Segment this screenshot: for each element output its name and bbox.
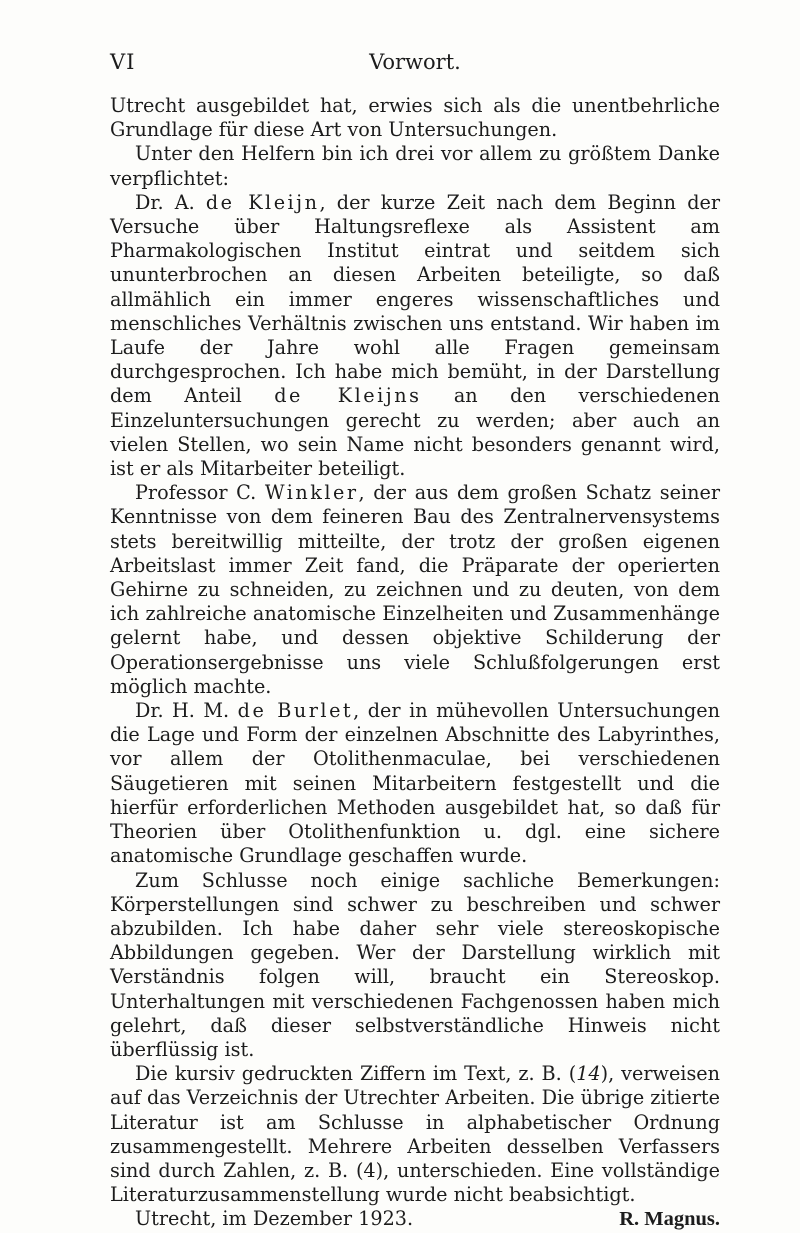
paragraph-4-text-c: , der aus dem großen Schatz seiner Kenntnisse von dem feineren Bau des Zentralnervensystems stets bereitwillig mitteilte, der trotz der großen eigenen Arbeitslast immer Zeit fand, die Präparate der operierten Gehirne zu schneiden, zu zeichnen und zu deuten, von dem ich zahlreiche anatomische Einzelheiten und Zusammenhänge gelernt habe, und dessen objektive Schilderung der Operationsergebnisse uns viele Schlußfolgerungen erst möglich machte. <box>110 481 720 698</box>
paragraph-4 <box>110 481 720 699</box>
place-date: Utrecht, im Dezember 1923. <box>135 1207 414 1231</box>
person-name-de-kleijn: de Kleijn <box>205 190 320 214</box>
italic-reference-number: 14 <box>576 1062 601 1086</box>
paragraph-5 <box>110 699 720 868</box>
page-number: VI <box>110 50 136 74</box>
person-name-winkler: Winkler <box>264 481 359 505</box>
person-name-de-kleijns: de Kleijns <box>274 384 422 408</box>
page-body <box>110 94 720 1232</box>
paragraph-7-text-c: ), verweisen auf das Verzeichnis der Utrechter Arbeiten. Die übrige zitierte Literatur ist am Schlusse in alphabetischer Ordnung zusammengestellt. Mehrere Arbeiten desselben Verfassers sind durch Zahlen, z. B. (4), unterschieden. Eine vollständige Literaturzusammenstellung wurde nicht beabsichtigt. <box>110 1062 720 1207</box>
person-name-de-burlet: de Burlet <box>237 699 354 723</box>
paragraph-5-text-c: , der in mühevollen Untersuchungen die Lage und Form der einzelnen Abschnitte des Labyrinthes, vor allem der Otolithenmaculae, bei verschiedenen Säugetieren mit seinen Mitarbeitern festgestellt und die hierfür erforderlichen Methoden ausgebildet hat, so daß für Theorien über Otolithenfunktion u. dgl. eine sichere anatomische Grundlage geschaffen wurde. <box>110 699 721 868</box>
paragraph-7-text-a: Die kursiv gedruckten Ziffern im Text, z. B. ( <box>135 1062 577 1086</box>
paragraph-2 <box>110 142 720 190</box>
paragraph-3-text-a: Dr. A. <box>135 190 206 214</box>
author-signature: R. Magnus. <box>619 1208 720 1231</box>
paragraph-7 <box>110 1062 720 1207</box>
paragraph-1 <box>110 94 720 142</box>
running-head: Vorwort. <box>369 50 461 74</box>
paragraph-1-text: Utrecht ausgebildet hat, erwies sich als die unentbehrliche Grundlage für diese Art von Untersuchungen. <box>110 94 720 142</box>
paragraph-6 <box>110 869 720 1063</box>
paragraph-2-text: Unter den Helfern bin ich drei vor allem zu größtem Danke verpflichtet: <box>110 142 720 190</box>
signature-line <box>110 1207 720 1231</box>
paragraph-3-text-e: an den verschiedenen Einzeluntersuchungen gerecht zu werden; aber auch an vielen Stellen, wo sein Name nicht besonders genannt wird, ist er als Mitarbeiter beteiligt. <box>110 384 720 481</box>
paragraph-6-text: Zum Schlusse noch einige sachliche Bemerkungen: Körperstellungen sind schwer zu beschreiben und schwer abzubilden. Ich habe daher sehr viele stereoskopische Abbildungen gegeben. Wer der Darstellung wirklich mit Verständnis folgen will, braucht ein Stereoskop. Unterhaltungen mit verschiedenen Fachgenossen haben mich gelehrt, daß dieser selbstverständliche Hinweis nicht überflüssig ist. <box>110 868 720 1061</box>
paragraph-3 <box>110 191 720 481</box>
paragraph-5-text-a: Dr. H. M. <box>135 699 238 723</box>
paragraph-3-text-c: , der kurze Zeit nach dem Beginn der Versuche über Haltungsreflexe als Assistent am Pharmakologischen Institut eintrat und seitdem sich ununterbrochen an diesen Arbeiten beteiligte, so daß allmählich ein immer engeres wissenschaftliches und menschliches Verhältnis zwischen uns entstand. Wir haben im Laufe der Jahre wohl alle Fragen gemeinsam durchgesprochen. Ich habe mich bemüht, in der Darstellung dem Anteil <box>110 190 721 408</box>
page-header <box>110 50 720 80</box>
paragraph-4-text-a: Professor C. <box>135 481 265 505</box>
